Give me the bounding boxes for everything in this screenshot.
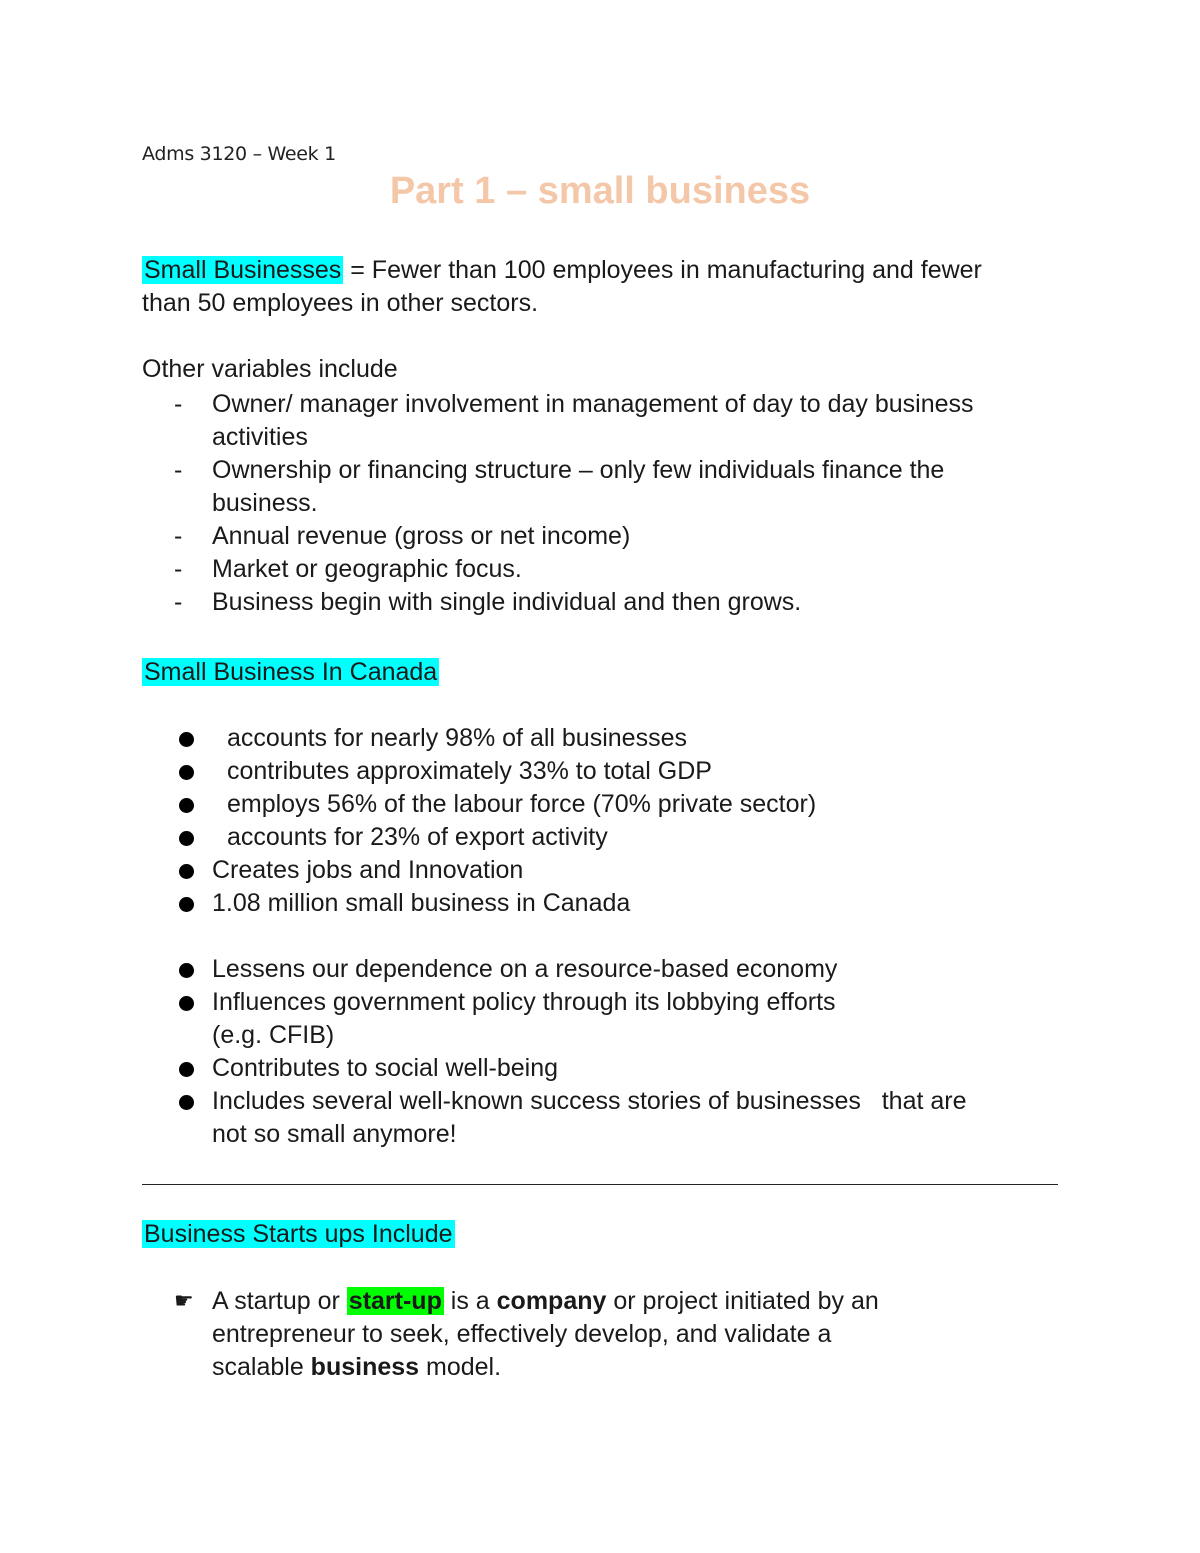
startup-line-3: scalable business model. [212, 1353, 502, 1381]
list-item-text: Contributes to social well-being [212, 1054, 559, 1082]
list-item-text: contributes approximately 33% to total GDP [227, 757, 712, 785]
list-item-text: Lessens our dependence on a resource-based economy [212, 955, 838, 983]
list-item [142, 854, 967, 887]
canada-heading-text: Small Business In Canada [144, 658, 438, 686]
startup-line-1: A startup or start-up is a company or project initiated by an [212, 1287, 879, 1315]
list-item [142, 821, 967, 854]
startups-list [142, 1285, 879, 1384]
list-item-text: Includes several well-known success stories of businesses that are [212, 1087, 967, 1115]
list-item [142, 586, 974, 619]
list-item-text: accounts for 23% of export activity [227, 823, 608, 851]
definition-term: Small Businesses [144, 256, 342, 284]
dash-marker: - [174, 555, 183, 583]
company-bold: company [496, 1287, 607, 1315]
business-bold: business [310, 1353, 420, 1381]
list-item-text-cont: activities [212, 423, 308, 451]
dash-marker: - [174, 390, 183, 418]
list-item [142, 1085, 967, 1151]
variables-list [142, 388, 974, 619]
bullet-icon [179, 1062, 194, 1077]
bullet-icon [179, 963, 194, 978]
pointing-hand-icon: ☛ [174, 1289, 194, 1314]
list-item-text: 1.08 million small business in Canada [212, 889, 631, 917]
bullet-icon [179, 864, 194, 879]
dash-marker: - [174, 522, 183, 550]
list-item [142, 1052, 967, 1085]
list-item-text: Influences government policy through its lobbying efforts [212, 988, 836, 1016]
bullet-icon [179, 765, 194, 780]
bullet-icon [179, 831, 194, 846]
list-item-text-cont: (e.g. CFIB) [212, 1021, 335, 1049]
list-item [142, 520, 974, 553]
list-item-text-cont: not so small anymore! [212, 1120, 457, 1148]
start-up-highlight: start-up [348, 1287, 442, 1315]
definition-text: = Fewer than 100 employees in manufacturing and fewer [343, 256, 982, 284]
list-item-text: Business begin with single individual and then grows. [212, 588, 802, 616]
bullet-icon [179, 897, 194, 912]
list-item [142, 553, 974, 586]
list-item [142, 388, 974, 454]
list-item-text: accounts for nearly 98% of all businesses [227, 724, 687, 752]
list-item [142, 454, 974, 520]
bullet-icon [179, 798, 194, 813]
list-item-text: Creates jobs and Innovation [212, 856, 524, 884]
canada-heading [142, 656, 439, 689]
list-item [142, 1285, 879, 1384]
list-item-text-cont: business. [212, 489, 318, 517]
list-item [142, 722, 967, 755]
list-item [142, 755, 967, 788]
canada-facts-list [142, 722, 967, 1151]
definition-paragraph [142, 254, 982, 320]
definition-line-1 [142, 254, 982, 287]
dash-marker: - [174, 588, 183, 616]
list-item-text: Owner/ manager involvement in management of day to day business [212, 390, 974, 418]
list-item-text: Annual revenue (gross or net income) [212, 522, 631, 550]
list-item [142, 887, 967, 920]
variables-intro: Other variables include [142, 355, 398, 383]
bullet-icon [179, 996, 194, 1011]
course-header: Adms 3120 – Week 1 [142, 143, 336, 165]
startup-line-2: entrepreneur to seek, effectively develop, and validate a [212, 1320, 832, 1348]
list-item-text: Market or geographic focus. [212, 555, 522, 583]
startups-heading-text: Business Starts ups Include [144, 1220, 453, 1248]
list-item-text: Ownership or financing structure – only few individuals finance the [212, 456, 945, 484]
definition-line-2: than 50 employees in other sectors. [142, 289, 539, 317]
list-gap [142, 920, 967, 953]
dash-marker: - [174, 456, 183, 484]
bullet-icon [179, 732, 194, 747]
page-title: Part 1 – small business [389, 170, 811, 212]
list-item [142, 986, 967, 1052]
list-item [142, 788, 967, 821]
startups-heading [142, 1218, 455, 1251]
bullet-icon [179, 1095, 194, 1110]
list-item [142, 953, 967, 986]
list-item-text: employs 56% of the labour force (70% private sector) [227, 790, 817, 818]
horizontal-divider [142, 1184, 1058, 1185]
